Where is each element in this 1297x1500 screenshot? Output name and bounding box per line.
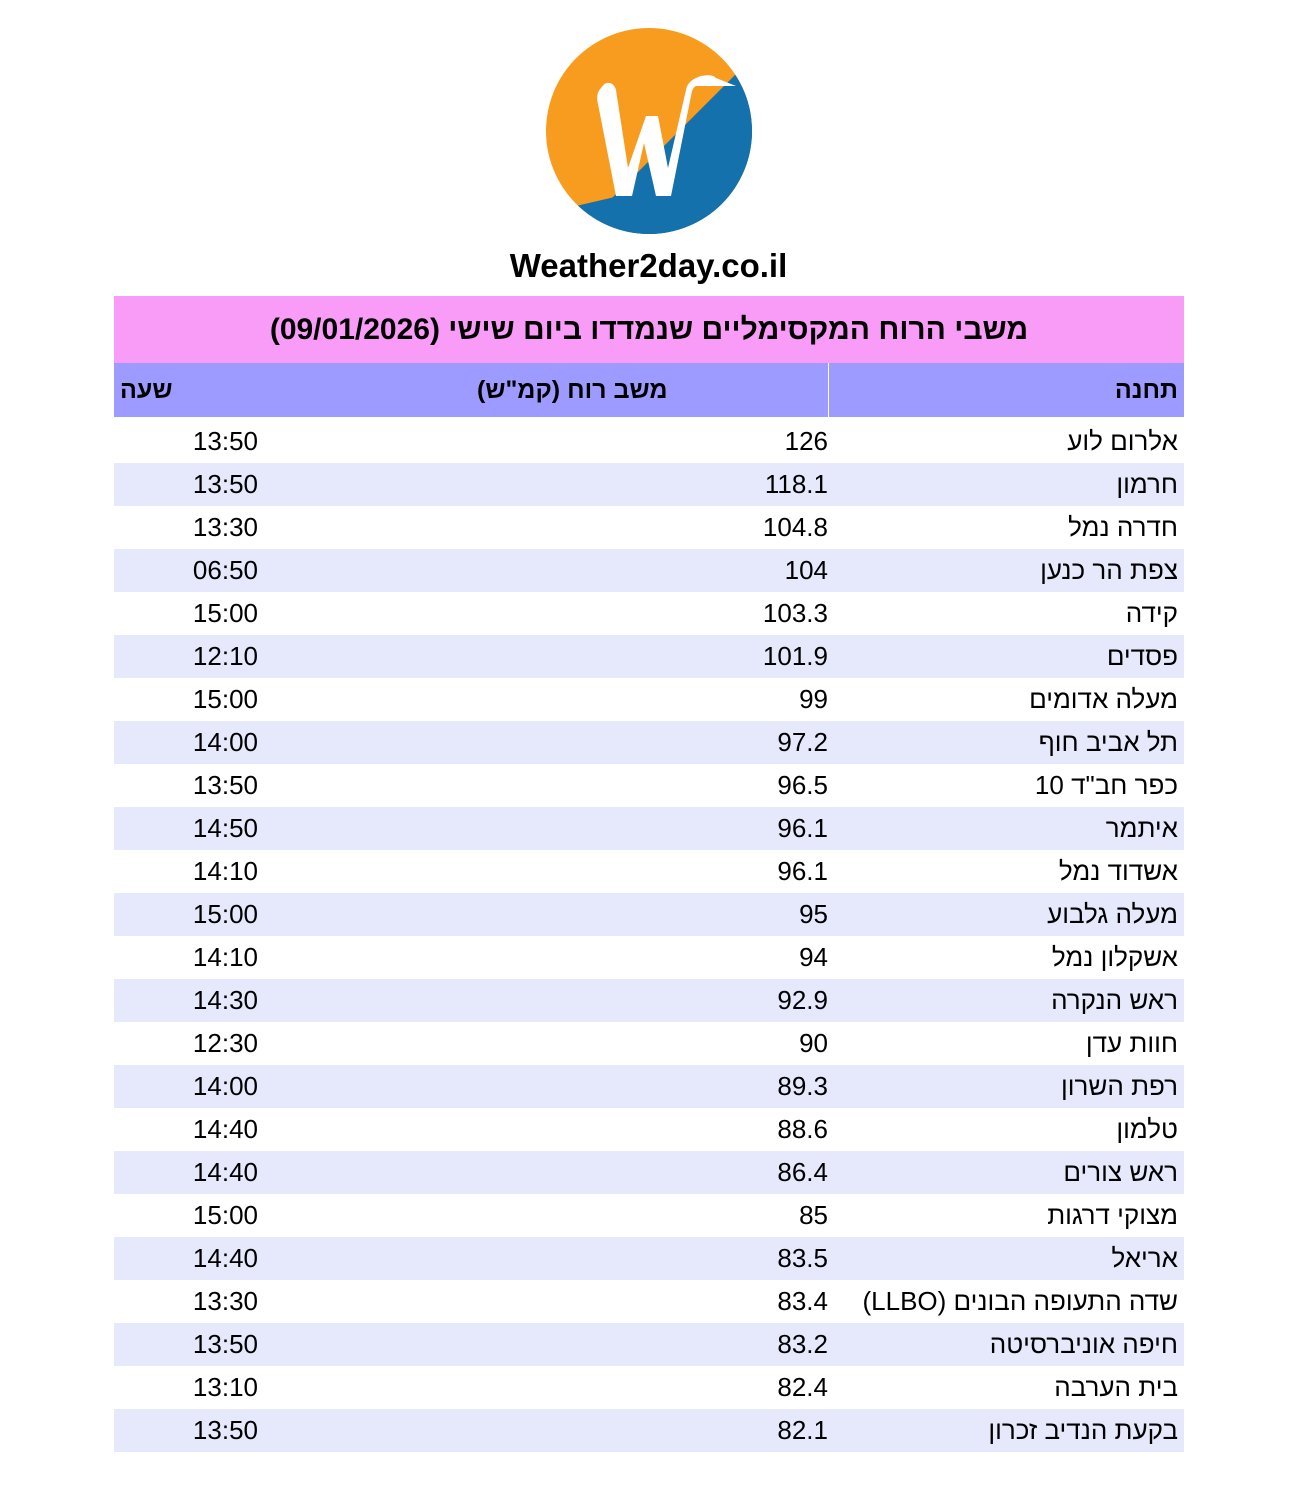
station-cell	[828, 549, 1184, 592]
gust-cell	[471, 893, 828, 936]
gust-value: 96.1	[777, 813, 828, 843]
time-value: 13:50	[192, 426, 258, 456]
gust-value: 95	[799, 899, 828, 929]
table-row	[114, 420, 1184, 463]
logo-icon	[546, 28, 752, 234]
gust-cell	[471, 1108, 828, 1151]
time-cell	[114, 1022, 471, 1065]
time-cell	[114, 764, 471, 807]
gust-value: 94	[799, 942, 828, 972]
gust-value: 86.4	[777, 1157, 828, 1187]
table-row	[114, 979, 1184, 1022]
time-cell	[114, 506, 471, 549]
table-row	[114, 893, 1184, 936]
table-row	[114, 592, 1184, 635]
table-row	[114, 1194, 1184, 1237]
gust-value: 97.2	[777, 727, 828, 757]
station-cell	[828, 678, 1184, 721]
gust-cell	[471, 678, 828, 721]
gust-cell	[471, 1194, 828, 1237]
time-cell	[114, 1366, 471, 1409]
station-cell	[828, 1065, 1184, 1108]
time-cell	[114, 1280, 471, 1323]
station-name: אריאל	[1111, 1243, 1178, 1273]
gust-value: 99	[799, 684, 828, 714]
table-row	[114, 678, 1184, 721]
time-value: 13:30	[192, 512, 258, 542]
station-cell	[828, 1366, 1184, 1409]
table-row	[114, 1280, 1184, 1323]
station-name: איתמר	[1105, 813, 1178, 843]
table-row	[114, 506, 1184, 549]
station-name: חרמון	[1116, 469, 1178, 499]
gust-value: 82.4	[777, 1372, 828, 1402]
gust-value: 82.1	[777, 1415, 828, 1445]
gust-cell	[471, 936, 828, 979]
time-cell	[114, 678, 471, 721]
time-cell	[114, 420, 471, 463]
time-cell	[114, 850, 471, 893]
station-cell	[828, 506, 1184, 549]
time-value: 14:10	[192, 856, 258, 886]
table-row	[114, 1065, 1184, 1108]
station-cell	[828, 936, 1184, 979]
gust-value: 96.5	[777, 770, 828, 800]
time-cell	[114, 721, 471, 764]
station-cell	[828, 592, 1184, 635]
table-row	[114, 1022, 1184, 1065]
gust-value: 96.1	[777, 856, 828, 886]
header-station: תחנה	[828, 363, 1184, 417]
station-name: שדה התעופה הבונים (LLBO)	[862, 1286, 1178, 1316]
station-cell	[828, 1022, 1184, 1065]
time-value: 15:00	[192, 598, 258, 628]
station-cell	[828, 1280, 1184, 1323]
time-cell	[114, 1237, 471, 1280]
header-gust: משב רוח (קמ"ש)	[477, 375, 668, 404]
gust-cell	[471, 420, 828, 463]
time-value: 14:00	[192, 1071, 258, 1101]
table-row	[114, 1409, 1184, 1452]
gust-value: 88.6	[777, 1114, 828, 1144]
time-cell	[114, 893, 471, 936]
gust-cell	[471, 1237, 828, 1280]
gust-value: 103.3	[762, 598, 828, 628]
station-name: פסדים	[1106, 641, 1178, 671]
time-value: 13:50	[192, 1329, 258, 1359]
table-row	[114, 850, 1184, 893]
time-cell	[114, 635, 471, 678]
time-value: 13:10	[192, 1372, 258, 1402]
table-title: משבי הרוח המקסימליים שנמדדו ביום שישי (09/01/2026)	[114, 296, 1184, 363]
station-name: בית הערבה	[1054, 1372, 1178, 1402]
time-cell	[114, 1323, 471, 1366]
gust-value: 104.8	[762, 512, 828, 542]
gust-cell	[471, 721, 828, 764]
station-name: חיפה אוניברסיטה	[989, 1329, 1178, 1359]
station-name: צפת הר כנען	[1040, 555, 1178, 585]
header-time-label: שעה	[120, 375, 173, 404]
time-value: 06:50	[192, 555, 258, 585]
station-name: רפת השרון	[1060, 1071, 1178, 1101]
table-row	[114, 764, 1184, 807]
time-value: 13:50	[192, 1415, 258, 1445]
gust-cell	[471, 1323, 828, 1366]
table-row	[114, 1108, 1184, 1151]
time-value: 14:40	[192, 1157, 258, 1187]
table-row	[114, 807, 1184, 850]
station-cell	[828, 1237, 1184, 1280]
time-value: 14:30	[192, 985, 258, 1015]
gust-value: 126	[784, 426, 828, 456]
time-cell	[114, 1151, 471, 1194]
station-cell	[828, 1323, 1184, 1366]
gust-value: 83.5	[777, 1243, 828, 1273]
table-row	[114, 721, 1184, 764]
station-name: טלמון	[1116, 1114, 1178, 1144]
time-cell	[114, 592, 471, 635]
time-value: 15:00	[192, 684, 258, 714]
gust-value: 83.4	[777, 1286, 828, 1316]
time-cell	[114, 979, 471, 1022]
gust-value: 89.3	[777, 1071, 828, 1101]
time-value: 15:00	[192, 1200, 258, 1230]
time-cell	[114, 936, 471, 979]
time-cell	[114, 1108, 471, 1151]
table-row	[114, 549, 1184, 592]
gust-cell	[471, 1366, 828, 1409]
time-cell	[114, 1409, 471, 1452]
station-cell	[828, 850, 1184, 893]
gust-cell	[471, 850, 828, 893]
time-value: 13:50	[192, 770, 258, 800]
table-row	[114, 1237, 1184, 1280]
table-body	[114, 420, 1184, 1452]
time-value: 14:40	[192, 1243, 258, 1273]
gust-cell	[471, 764, 828, 807]
gust-cell	[471, 463, 828, 506]
time-value: 12:30	[192, 1028, 258, 1058]
station-name: תל אביב חוף	[1038, 727, 1178, 757]
gust-cell	[471, 549, 828, 592]
station-name: חוות עדן	[1085, 1028, 1178, 1058]
gust-cell	[471, 1280, 828, 1323]
station-name: ראש צורים	[1063, 1157, 1178, 1187]
time-value: 14:00	[192, 727, 258, 757]
table-header-row	[114, 363, 1184, 417]
station-name: ראש הנקרה	[1051, 985, 1178, 1015]
header-time	[114, 363, 471, 417]
gust-value: 83.2	[777, 1329, 828, 1359]
station-cell	[828, 1409, 1184, 1452]
station-name: חדרה נמל	[1068, 512, 1178, 542]
station-name: אשקלון נמל	[1051, 942, 1178, 972]
wind-gust-table	[114, 296, 1184, 1452]
time-value: 14:40	[192, 1114, 258, 1144]
table-row	[114, 936, 1184, 979]
gust-value: 90	[799, 1028, 828, 1058]
table-row	[114, 635, 1184, 678]
gust-value: 118.1	[764, 469, 828, 499]
gust-cell	[471, 807, 828, 850]
station-name: בקעת הנדיב זכרון	[988, 1415, 1178, 1445]
gust-cell	[471, 1409, 828, 1452]
station-cell	[828, 764, 1184, 807]
station-name: מעלה אדומים	[1029, 684, 1178, 714]
station-name: מצוקי דרגות	[1047, 1200, 1178, 1230]
gust-cell	[471, 1065, 828, 1108]
station-cell	[828, 893, 1184, 936]
station-cell	[828, 1151, 1184, 1194]
time-cell	[114, 1065, 471, 1108]
station-name: כפר חב"ד 10	[1034, 770, 1178, 800]
gust-cell	[471, 506, 828, 549]
station-name: אלרום לוע	[1067, 426, 1178, 456]
table-row	[114, 1151, 1184, 1194]
station-cell	[828, 979, 1184, 1022]
station-name: אשדוד נמל	[1058, 856, 1178, 886]
site-logo	[546, 28, 752, 234]
gust-value: 85	[799, 1200, 828, 1230]
table-row	[114, 1366, 1184, 1409]
gust-cell	[471, 1151, 828, 1194]
time-value: 14:10	[192, 942, 258, 972]
station-cell	[828, 420, 1184, 463]
time-value: 12:10	[192, 641, 258, 671]
station-cell	[828, 1108, 1184, 1151]
gust-value: 104	[784, 555, 828, 585]
time-cell	[114, 1194, 471, 1237]
gust-cell	[471, 635, 828, 678]
time-cell	[114, 549, 471, 592]
station-cell	[828, 721, 1184, 764]
station-name: קידה	[1125, 598, 1178, 628]
table-row	[114, 463, 1184, 506]
station-cell	[828, 807, 1184, 850]
gust-cell	[471, 1022, 828, 1065]
time-value: 13:50	[192, 469, 258, 499]
time-cell	[114, 463, 471, 506]
time-cell	[114, 807, 471, 850]
station-name: מעלה גלבוע	[1047, 899, 1178, 929]
time-value: 14:50	[192, 813, 258, 843]
gust-value: 92.9	[777, 985, 828, 1015]
time-value: 13:30	[192, 1286, 258, 1316]
station-cell	[828, 463, 1184, 506]
gust-cell	[471, 592, 828, 635]
station-cell	[828, 1194, 1184, 1237]
station-cell	[828, 635, 1184, 678]
site-name: Weather2day.co.il	[509, 247, 788, 284]
gust-cell	[471, 979, 828, 1022]
gust-value: 101.9	[762, 641, 828, 671]
table-row	[114, 1323, 1184, 1366]
time-value: 15:00	[192, 899, 258, 929]
